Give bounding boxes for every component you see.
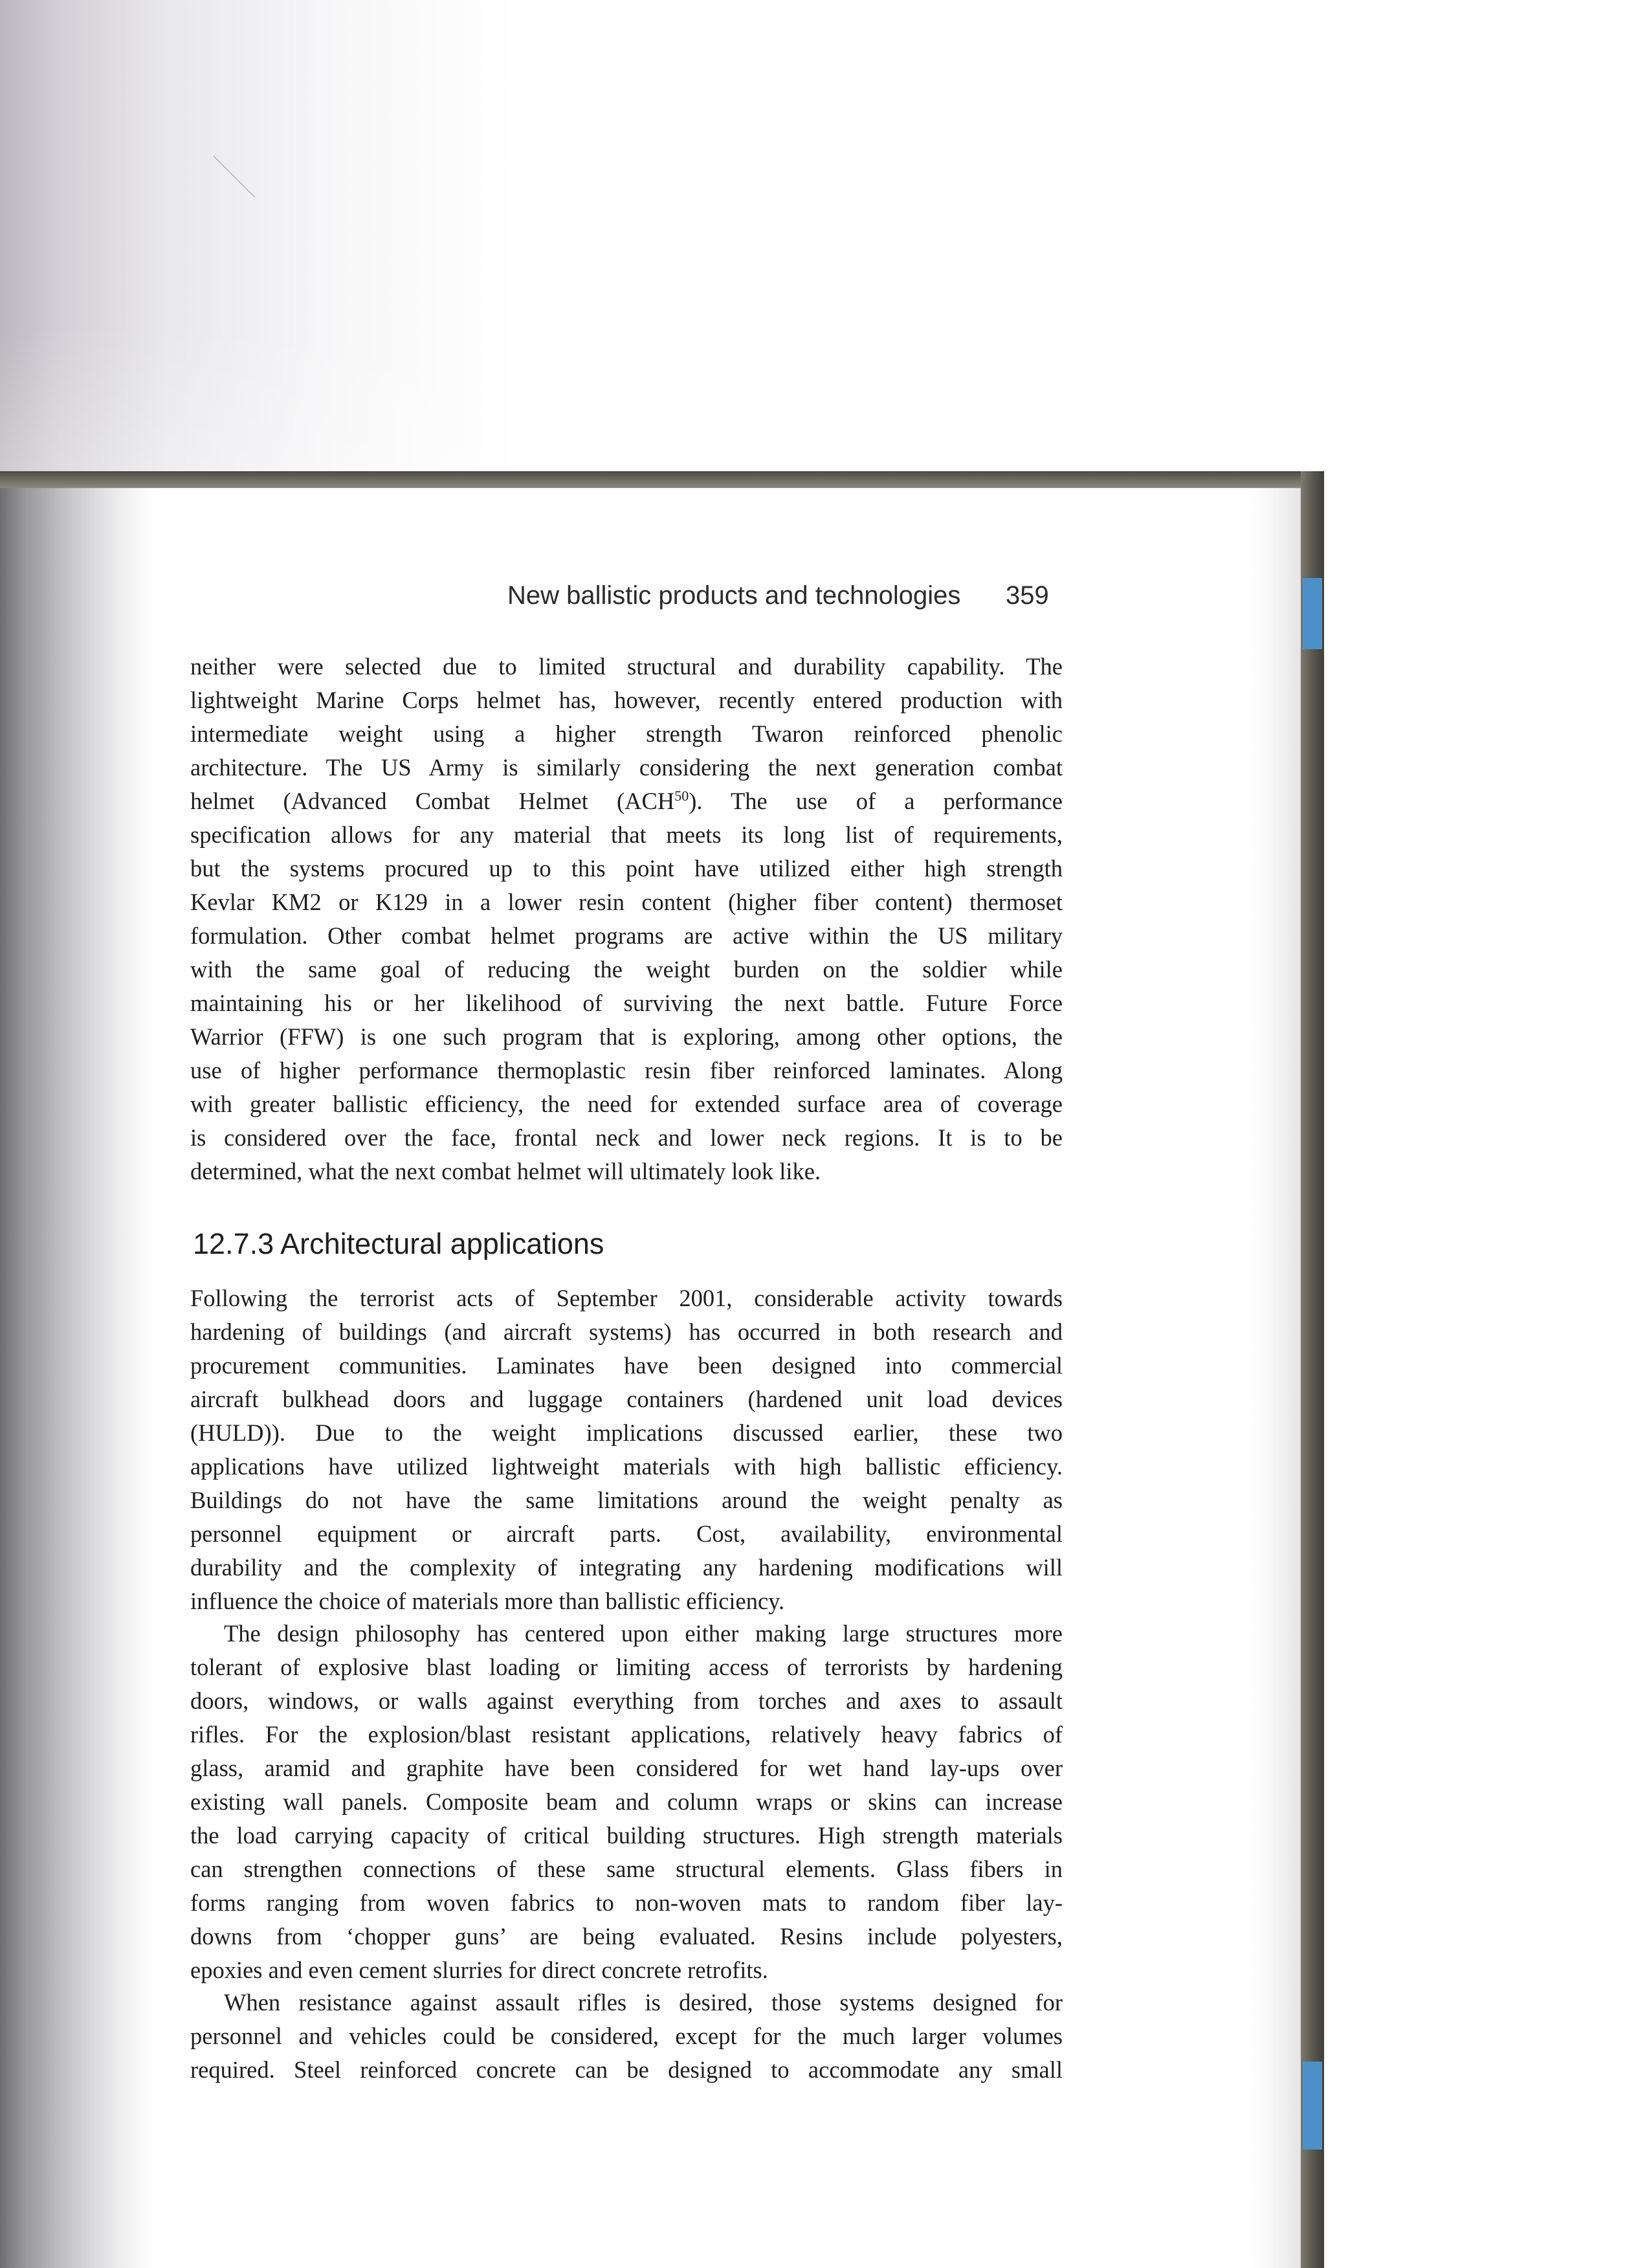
page-edge-shading — [1249, 488, 1301, 2268]
paragraph-helmets — [190, 650, 1063, 1188]
paragraph-assault-rifles — [190, 1986, 1063, 2087]
text-line: use of higher performance thermoplastic resin fiber reinforced laminates. Along — [190, 1057, 1063, 1084]
index-tab-lower — [1303, 2062, 1322, 2150]
text-line: The design philosophy has centered upon either making large structures more — [224, 1620, 1063, 1647]
text-line: architecture. The US Army is similarly considering the next generation combat — [190, 754, 1063, 781]
book-spine-shadow — [0, 488, 155, 2268]
text-line: formulation. Other combat helmet programs are active within the US military — [190, 922, 1063, 949]
text-line: neither were selected due to limited structural and durability capability. The — [190, 653, 1063, 680]
text-line: influence the choice of materials more than ballistic efficiency. — [190, 1588, 785, 1614]
text-line: procurement communities. Laminates have been designed into commercial — [190, 1352, 1063, 1379]
text-line: When resistance against assault rifles is desired, those systems designed for — [224, 1989, 1063, 2016]
scanner-shadow-fade — [0, 0, 1636, 492]
text-line: Following the terrorist acts of September 2001, considerable activity towards — [190, 1285, 1063, 1311]
text-line: durability and the complexity of integrating any hardening modifications will — [190, 1554, 1063, 1581]
text-line: rifles. For the explosion/blast resistant applications, relatively heavy fabrics of — [190, 1721, 1063, 1748]
text-line: but the systems procured up to this point have utilized either high strength — [190, 855, 1063, 882]
text-line: aircraft bulkhead doors and luggage containers (hardened unit load devices — [190, 1386, 1063, 1412]
text-line: doors, windows, or walls against everything from torches and axes to assault — [190, 1687, 1063, 1714]
text-line-ach — [190, 784, 1063, 818]
text-line: personnel equipment or aircraft parts. Cost, availability, environmental — [190, 1520, 1063, 1547]
text-line: is considered over the face, frontal neck and lower neck regions. It is to be — [190, 1124, 1063, 1151]
text-line: with greater ballistic efficiency, the need for extended surface area of coverage — [190, 1091, 1063, 1117]
text-fragment: ). The use of a performance — [689, 788, 1063, 814]
book-cover-top-edge — [0, 471, 1320, 488]
text-line: (HULD)). Due to the weight implications discussed earlier, these two — [190, 1419, 1063, 1446]
ach-superscript: 50 — [674, 787, 689, 804]
index-tab-upper — [1303, 578, 1322, 649]
text-line: applications have utilized lightweight materials with high ballistic efficiency. — [190, 1453, 1063, 1480]
text-line: required. Steel reinforced concrete can be designed to accommodate any small — [190, 2056, 1063, 2083]
text-line: specification allows for any material that meets its long list of requirements, — [190, 821, 1063, 848]
text-line: downs from ‘chopper guns’ are being evaluated. Resins include polyesters, — [190, 1923, 1063, 1950]
text-line: can strengthen connections of these same structural elements. Glass fibers in — [190, 1856, 1063, 1882]
text-line: lightweight Marine Corps helmet has, however, recently entered production with — [190, 687, 1063, 713]
text-line: maintaining his or her likelihood of surviving the next battle. Future Force — [190, 990, 1063, 1016]
book-cover-right-edge — [1301, 471, 1324, 2268]
text-line: hardening of buildings (and aircraft systems) has occurred in both research and — [190, 1318, 1063, 1345]
text-line: intermediate weight using a higher strength Twaron reinforced phenolic — [190, 720, 1063, 747]
text-line: with the same goal of reducing the weight burden on the soldier while — [190, 956, 1063, 983]
text-line: Warrior (FFW) is one such program that is exploring, among other options, the — [190, 1023, 1063, 1050]
section-heading: 12.7.3 Architectural applications — [193, 1227, 604, 1260]
text-line: existing wall panels. Composite beam and column wraps or skins can increase — [190, 1788, 1063, 1815]
running-title: New ballistic products and technologies — [507, 581, 961, 610]
text-line: personnel and vehicles could be considered, except for the much larger volumes — [190, 2023, 1063, 2049]
paragraph-design-philosophy — [190, 1617, 1063, 1987]
text-line: tolerant of explosive blast loading or limiting access of terrorists by hardening — [190, 1654, 1063, 1680]
text-line: Buildings do not have the same limitations around the weight penalty as — [190, 1487, 1063, 1513]
text-line: forms ranging from woven fabrics to non-woven mats to random fiber lay- — [190, 1889, 1063, 1916]
text-line: glass, aramid and graphite have been considered for wet hand lay-ups over — [190, 1755, 1063, 1781]
text-line: determined, what the next combat helmet will ultimately look like. — [190, 1158, 821, 1184]
text-line: the load carrying capacity of critical building structures. High strength materials — [190, 1822, 1063, 1849]
text-fragment: helmet (Advanced Combat Helmet (ACH — [190, 788, 675, 814]
page-number: 359 — [1006, 581, 1049, 610]
paragraph-architectural-intro — [190, 1282, 1063, 1618]
text-line: epoxies and even cement slurries for direct concrete retrofits. — [190, 1957, 768, 1983]
text-line: Kevlar KM2 or K129 in a lower resin content (higher fiber content) thermoset — [190, 889, 1063, 915]
